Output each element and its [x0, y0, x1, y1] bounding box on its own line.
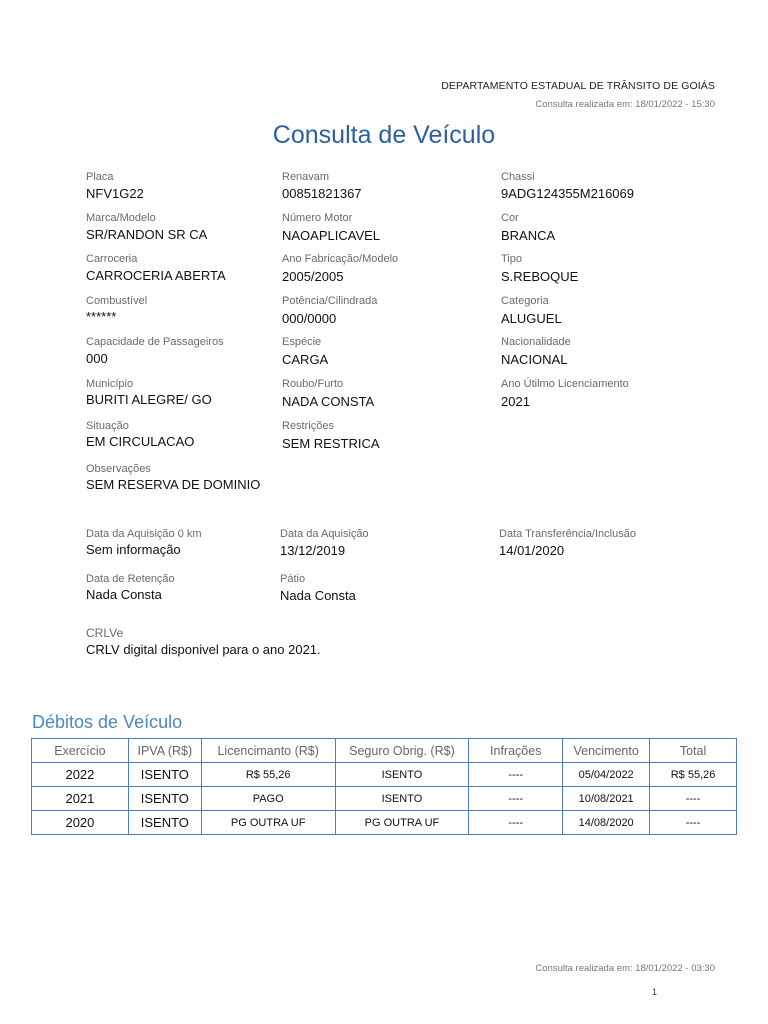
debts-table — [31, 738, 737, 835]
aquisicao-0km-value: Sem informação — [86, 542, 181, 557]
restricoes-value: SEM RESTRICA — [282, 436, 380, 451]
crlve-value: CRLV digital disponivel para o ano 2021. — [86, 642, 321, 657]
cor-label: Cor — [501, 212, 519, 224]
ano-licenciamento-value: 2021 — [501, 394, 530, 409]
cell-exercicio: 2021 — [32, 787, 129, 811]
ano-fabricacao-label: Ano Fabricação/Modelo — [282, 253, 399, 265]
nacionalidade-value: NACIONAL — [501, 352, 568, 367]
cell-infracoes: ---- — [469, 811, 563, 835]
debts-header-row — [32, 739, 737, 763]
municipio-value: BURITI ALEGRE/ GO — [86, 392, 212, 407]
aquisicao-value: 13/12/2019 — [280, 543, 346, 558]
cell-total: ---- — [650, 811, 737, 835]
ano-licenciamento-label: Ano Útilmo Licenciamento — [501, 378, 629, 390]
cell-exercicio: 2020 — [32, 811, 129, 835]
page-title: Consulta de Veículo — [272, 121, 496, 149]
cell-seguro: ISENTO — [335, 787, 469, 811]
patio-value: Nada Consta — [280, 588, 356, 603]
transferencia-value: 14/01/2020 — [499, 543, 565, 558]
cell-ipva: ISENTO — [128, 787, 201, 811]
roubo-furto-label: Roubo/Furto — [282, 378, 344, 390]
marca-modelo-label: Marca/Modelo — [86, 212, 156, 224]
nacionalidade-label: Nacionalidade — [501, 336, 571, 348]
ano-fabricacao-value: 2005/2005 — [282, 269, 344, 284]
renavam-label: Renavam — [282, 171, 330, 183]
cell-licenciamento: PAGO — [201, 787, 335, 811]
transferencia-label: Data Transferência/Inclusão — [499, 528, 636, 540]
col-header-seguro: Seguro Obrig. (R$) — [335, 739, 469, 763]
tipo-label: Tipo — [501, 253, 522, 265]
tipo-value: S.REBOQUE — [501, 269, 579, 284]
table-row — [32, 763, 737, 787]
numero-motor-label: Número Motor — [282, 212, 353, 224]
retencao-value: Nada Consta — [86, 587, 162, 602]
cor-value: BRANCA — [501, 228, 556, 243]
carroceria-label: Carroceria — [86, 253, 138, 265]
cell-vencimento: 10/08/2021 — [563, 787, 650, 811]
col-header-total: Total — [650, 739, 737, 763]
aquisicao-label: Data da Aquisição — [280, 528, 369, 540]
cell-vencimento: 05/04/2022 — [563, 763, 650, 787]
debts-section-title: Débitos de Veículo — [32, 712, 183, 732]
cell-licenciamento: R$ 55,26 — [201, 763, 335, 787]
col-header-vencimento: Vencimento — [563, 739, 650, 763]
carroceria-value: CARROCERIA ABERTA — [86, 268, 226, 283]
categoria-value: ALUGUEL — [501, 311, 562, 326]
capacidade-label: Capacidade de Passageiros — [86, 336, 224, 348]
table-row — [32, 787, 737, 811]
crlve-label: CRLVe — [86, 626, 124, 640]
potencia-value: 000/0000 — [282, 311, 337, 326]
especie-value: CARGA — [282, 352, 329, 367]
patio-label: Pátio — [280, 573, 306, 585]
situacao-label: Situação — [86, 420, 129, 432]
cell-total: ---- — [650, 787, 737, 811]
combustivel-label: Combustível — [86, 295, 148, 307]
col-header-infracoes: Infrações — [469, 739, 563, 763]
aquisicao-0km-label: Data da Aquisição 0 km — [86, 528, 202, 540]
retencao-label: Data de Retenção — [86, 573, 175, 585]
combustivel-value: ****** — [86, 309, 117, 324]
footer-consult-timestamp: Consulta realizada em: 18/01/2022 - 03:30 — [535, 963, 715, 974]
observacoes-value: SEM RESERVA DE DOMINIO — [86, 477, 261, 492]
roubo-furto-value: NADA CONSTA — [282, 394, 375, 409]
situacao-value: EM CIRCULACAO — [86, 434, 195, 449]
placa-label: Placa — [86, 171, 114, 183]
cell-infracoes: ---- — [469, 787, 563, 811]
marca-modelo-value: SR/RANDON SR CA — [86, 227, 208, 242]
cell-seguro: PG OUTRA UF — [335, 811, 469, 835]
consult-timestamp: Consulta realizada em: 18/01/2022 - 15:30 — [535, 99, 715, 110]
potencia-label: Potência/Cilindrada — [282, 295, 378, 307]
cell-infracoes: ---- — [469, 763, 563, 787]
chassi-label: Chassi — [501, 171, 535, 183]
cell-licenciamento: PG OUTRA UF — [201, 811, 335, 835]
table-row — [32, 811, 737, 835]
renavam-value: 00851821367 — [282, 186, 362, 201]
categoria-label: Categoria — [501, 295, 549, 307]
cell-ipva: ISENTO — [128, 763, 201, 787]
placa-value: NFV1G22 — [86, 186, 144, 201]
col-header-licenciamento: Licencimanto (R$) — [201, 739, 335, 763]
especie-label: Espécie — [282, 336, 322, 348]
department-name: DEPARTAMENTO ESTADUAL DE TRÂNSITO DE GOIÁS — [441, 80, 715, 92]
numero-motor-value: NAOAPLICAVEL — [282, 228, 381, 243]
col-header-exercicio: Exercício — [32, 739, 129, 763]
page-number: 1 — [652, 987, 658, 997]
capacidade-value: 000 — [86, 351, 108, 366]
cell-vencimento: 14/08/2020 — [563, 811, 650, 835]
municipio-label: Município — [86, 378, 134, 390]
observacoes-label: Observações — [86, 463, 151, 475]
restricoes-label: Restrições — [282, 420, 334, 432]
col-header-ipva: IPVA (R$) — [128, 739, 201, 763]
chassi-value: 9ADG124355M216069 — [501, 186, 634, 201]
cell-exercicio: 2022 — [32, 763, 129, 787]
cell-ipva: ISENTO — [128, 811, 201, 835]
cell-seguro: ISENTO — [335, 763, 469, 787]
cell-total: R$ 55,26 — [650, 763, 737, 787]
